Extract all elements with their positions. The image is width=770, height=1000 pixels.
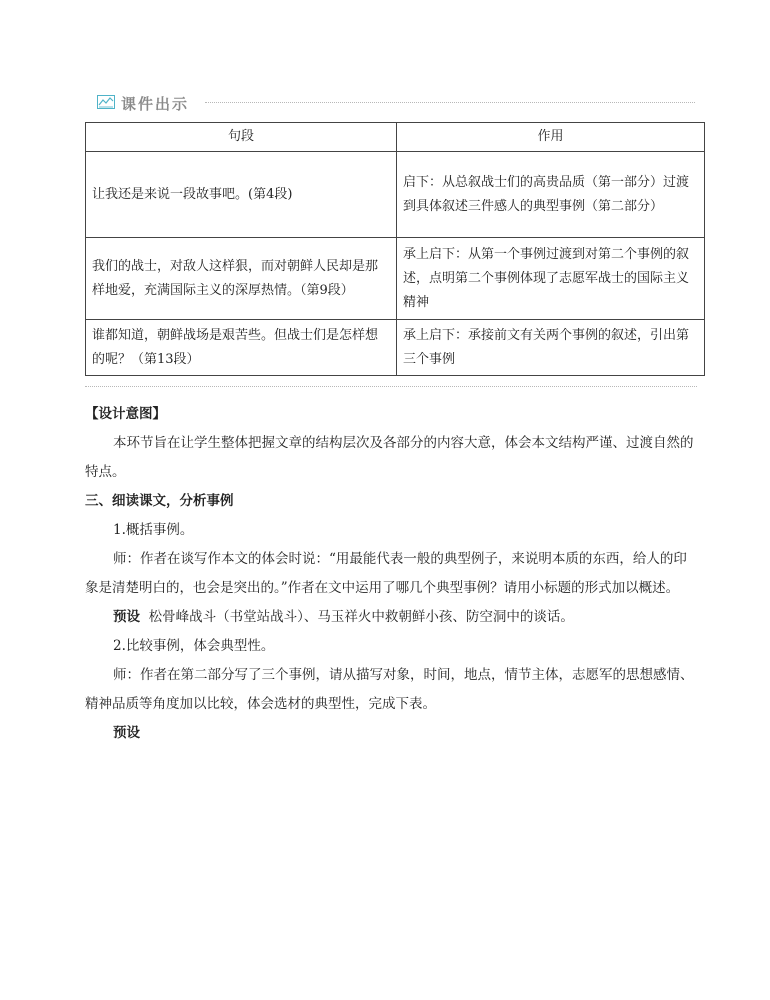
preset-label: 预设: [113, 725, 140, 741]
lesson-body: [85, 400, 697, 748]
step2-teacher-text: 师：作者在第二部分写了三个事例，请从描写对象，时间，地点，情节主体，志愿军的思想感情、精神品质等角度加以比较，体会选材的典型性，完成下表。: [85, 667, 694, 712]
design-intent-text: 本环节旨在让学生整体把握文章的结构层次及各部分的内容大意，体会本文结构严谨、过渡自然的特点。: [85, 435, 694, 480]
table-divider: [85, 386, 697, 387]
preset-text: 松骨峰战斗（书堂站战斗）、马玉祥火中救朝鲜小孩、防空洞中的谈话。: [148, 609, 574, 625]
design-intent-heading: 【设计意图】: [85, 406, 166, 422]
step1-preset: [85, 603, 697, 632]
table-header-row: [86, 123, 705, 152]
effect-cell: 承上启下：承接前文有关两个事例的叙述，引出第三个事例: [397, 320, 705, 376]
table-row: [86, 238, 705, 320]
step1-title: 1.概括事例。: [113, 522, 194, 538]
passage-cell: 让我还是来说一段故事吧。(第4段): [86, 152, 397, 238]
section3-heading: 三、细读课文，分析事例: [85, 493, 234, 509]
step2-title: 2.比较事例，体会典型性。: [113, 638, 275, 654]
step2-preset: [85, 719, 697, 748]
passage-cell: 我们的战士，对敌人这样狠，而对朝鲜人民却是那样地爱，充满国际主义的深厚热情。（第9段）: [86, 238, 397, 320]
column-header-effect: 作用: [397, 123, 705, 152]
effect-cell: 承上启下：从第一个事例过渡到对第二个事例的叙述，点明第二个事例体现了志愿军战士的国际主义精神: [397, 238, 705, 320]
step1-teacher-text: 师：作者在谈写作本文的体会时说：“用最能代表一般的典型例子，来说明本质的东西，给人的印象是清楚明白的，也会是突出的。”作者在文中运用了哪几个典型事例？请用小标题的形式加以概述。: [85, 551, 687, 596]
table-row: [86, 152, 705, 238]
chart-icon: [97, 95, 115, 109]
table-row: [86, 320, 705, 376]
passage-cell: 谁都知道，朝鲜战场是艰苦些。但战士们是怎样想的呢？（第13段）: [86, 320, 397, 376]
header-divider: [205, 102, 695, 103]
section-header: [97, 92, 695, 114]
courseware-table: [85, 122, 705, 376]
preset-label: 预设: [113, 609, 140, 625]
section-title: 课件出示: [121, 95, 190, 113]
effect-cell: 启下：从总叙战士们的高贵品质（第一部分）过渡到具体叙述三件感人的典型事例（第二部分）: [397, 152, 705, 238]
column-header-passage: 句段: [86, 123, 397, 152]
